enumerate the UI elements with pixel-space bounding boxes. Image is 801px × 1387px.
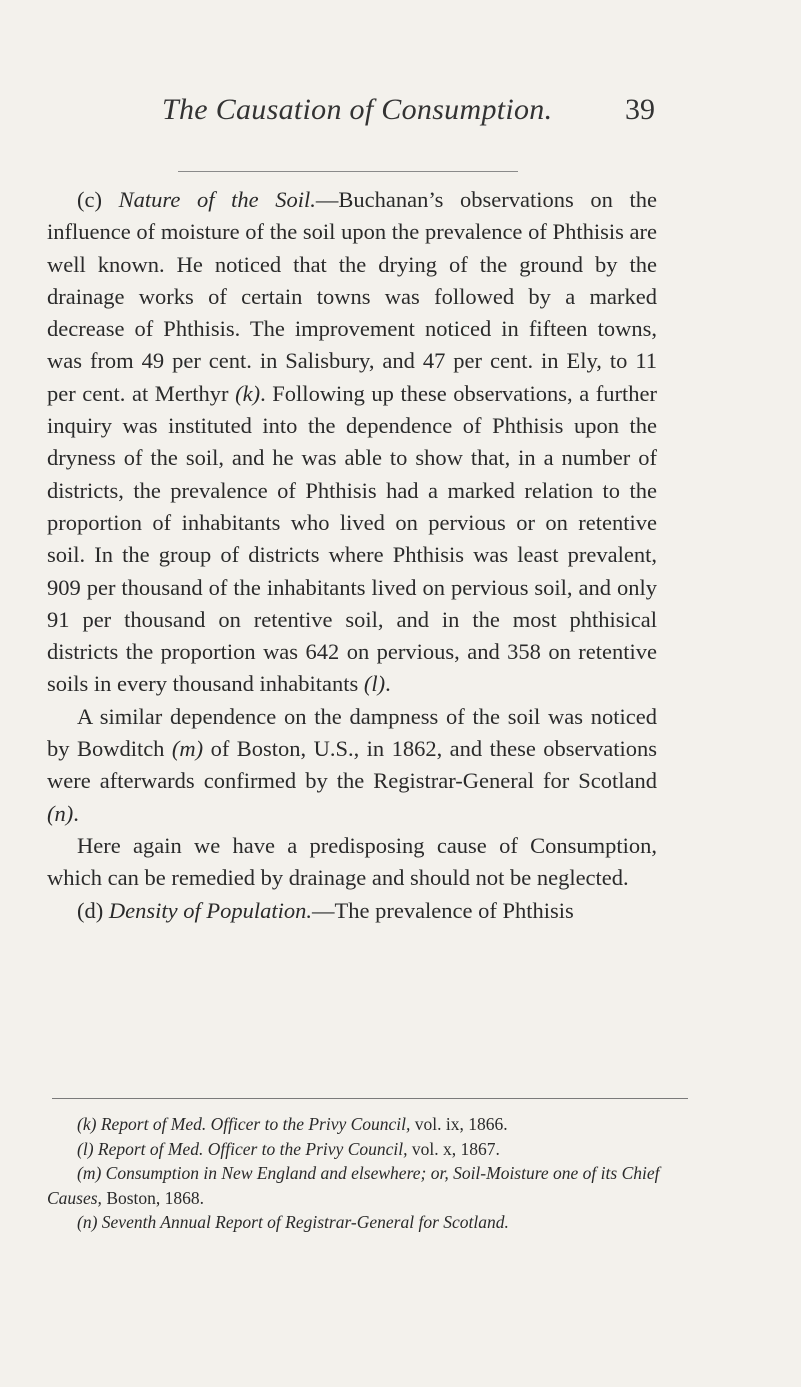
footnote-mark: (m) — [77, 1163, 102, 1183]
section-heading: Nature of the Soil. — [118, 187, 316, 212]
page-header — [0, 93, 801, 143]
footnote-detail: Boston, 1868. — [101, 1187, 205, 1208]
paragraph-text: A similar dependence on the dampness of the soil was noticed by Bowditch — [47, 703, 657, 762]
paragraph-text: Here again we have a predisposing cause of Consumption, which can be remedied by drainage and should not be neglected. — [47, 832, 657, 891]
footnote-mark: (l) — [77, 1138, 94, 1159]
footnote-title: Report of Med. Officer to the Privy Council, — [100, 1114, 411, 1134]
paragraph-text: . Following up these observations, a further inquiry was instituted into the dependence of Phthisis upon the dryness of the soil, and he was able to show that, in a number of districts, the prevalence of Phthisis had a marked relation to the proportion of inhabitants who lived on pervious or on retentive soil. In the group of districts where Phthisis was least prevalent, 909 per thousand of the inhabitants lived on pervious soil, and only 91 per thousand on retentive soil, and in the most phthisical districts the proportion was 642 on pervious, and 358 on retentive soils in every thousand inhabitants — [47, 380, 657, 697]
footnote-ref: (m) — [171, 736, 204, 762]
footnote-ref: (k) — [235, 380, 261, 406]
running-head: The Causation of Consumption. — [162, 93, 553, 126]
section-label: (d) — [77, 897, 104, 923]
footnote-rule — [52, 1098, 688, 1099]
footnote-ref: (n) — [47, 800, 74, 826]
paragraph-text: —Buchanan’s observations on the influence of moisture of the soil upon the prevalence of Phthisis are well known. He noticed that the drying of the ground by the drainage works of certain towns was followed by a marked decrease of Phthisis. The improvement noticed in fifteen towns, was from 49 per cent. in Salisbury, and 47 per cent. in Ely, to 11 per cent. at Merthyr — [47, 187, 657, 406]
paragraph-end: . — [385, 671, 391, 697]
footnote-detail: vol. ix, 1866. — [410, 1114, 508, 1134]
paragraph-density — [47, 895, 657, 927]
footnote-mark: (n) — [77, 1212, 98, 1232]
footnote — [47, 1112, 677, 1137]
paragraph-text: of Boston, U.S., in 1862, and these observations were afterwards confirmed by the Registrar-General for Scotland — [47, 736, 658, 794]
footnote-title: Report of Med. Officer to the Privy Council, — [97, 1138, 408, 1159]
section-label: (c) — [77, 187, 102, 212]
footnote-title: Seventh Annual Report of Registrar-General for Scotland. — [101, 1212, 509, 1232]
footnote — [47, 1161, 677, 1210]
paragraph-bowditch — [47, 701, 657, 830]
footnote-mark: (k) — [77, 1114, 97, 1134]
footnote — [47, 1210, 677, 1235]
footnotes — [47, 1112, 677, 1235]
section-heading: Density of Population. — [108, 897, 312, 923]
page-number: 39 — [625, 93, 655, 126]
paragraph-nature-of-soil — [47, 184, 657, 701]
footnote-title: Consumption in New England and elsewhere; or, Soil-Moisture one of its Chief Causes, — [47, 1163, 660, 1208]
body-text — [47, 184, 657, 927]
footnote-ref: (l) — [363, 671, 386, 697]
footnote-detail: vol. x, 1867. — [407, 1138, 500, 1159]
paragraph-text: —The prevalence of Phthisis — [311, 897, 574, 923]
footnote — [47, 1137, 677, 1162]
paragraph-end: . — [73, 800, 79, 826]
paragraph-predisposing-cause — [47, 830, 657, 895]
header-rule — [178, 171, 518, 172]
